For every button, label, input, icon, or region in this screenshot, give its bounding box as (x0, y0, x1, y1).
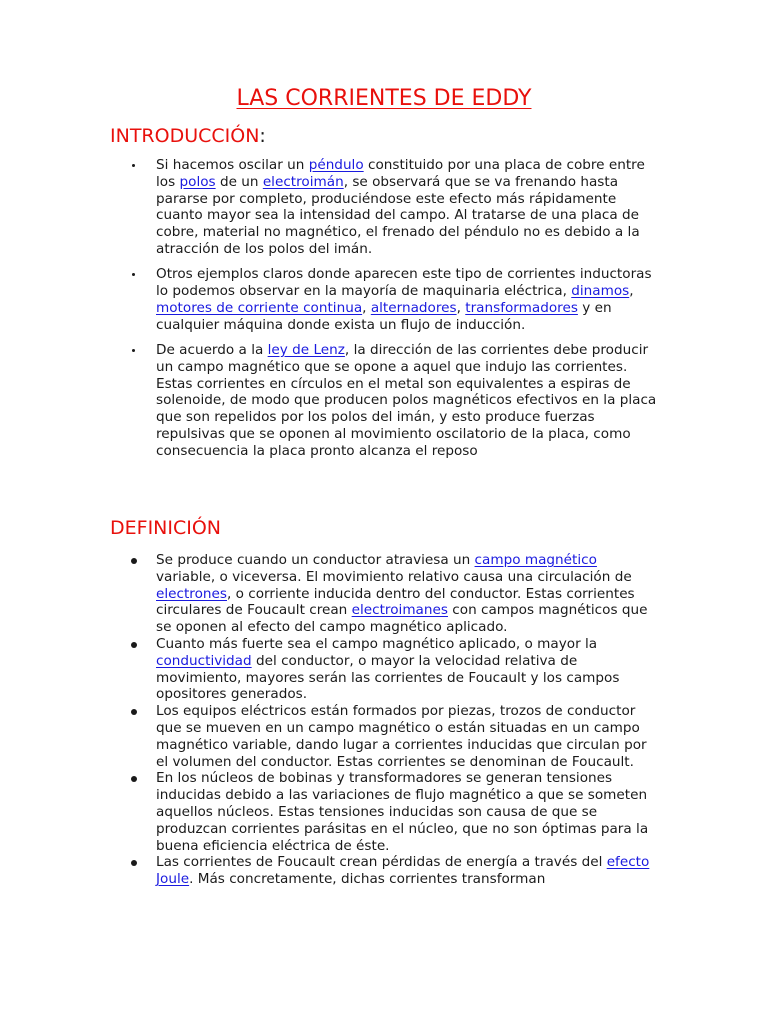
definition-list (110, 552, 660, 888)
text-segment: de un (215, 173, 263, 190)
hyperlink[interactable]: conductividad (156, 652, 252, 669)
intro-heading-text: INTRODUCCIÓN (110, 125, 260, 147)
list-item (110, 342, 660, 460)
hyperlink[interactable]: electrones (156, 585, 227, 602)
hyperlink[interactable]: péndulo (308, 157, 364, 173)
text-segment: , (456, 299, 466, 316)
text-segment: Las corrientes de Foucault crean pérdidas de energía a través del (156, 854, 607, 871)
intro-list (110, 157, 660, 468)
hyperlink[interactable]: motores de corriente continua (156, 299, 363, 316)
text-segment: . Más concretamente, dichas corrientes transforman (189, 871, 546, 888)
intro-heading (110, 125, 266, 147)
text-segment: constituido por una placa de cobre entre los (156, 157, 645, 190)
intro-heading-colon: : (259, 125, 266, 147)
list-item (110, 636, 660, 703)
text-segment: De acuerdo a la (156, 341, 268, 358)
list-item (110, 552, 660, 636)
text-segment: Los equipos eléctricos están formados por piezas, trozos de conductor que se mueven en un campo magnético o están situadas en un campo magnético variable, dando lugar a corrientes inducidas que circulan por el volumen del conductor. Estas corrientes se denominan de Foucault. (156, 703, 647, 770)
page-title: LAS CORRIENTES DE EDDY (236, 86, 532, 111)
text-segment: Se produce cuando un conductor atraviesa un (156, 552, 475, 568)
text-segment: , o corriente inducida dentro del conductor. Estas corrientes circulares de Foucault crean (156, 585, 635, 619)
hyperlink[interactable]: electroimanes (351, 602, 448, 619)
text-segment: variable, o viceversa. El movimiento relativo causa una circulación de (156, 568, 632, 585)
hyperlink[interactable]: electroimán (262, 173, 344, 190)
hyperlink[interactable]: alternadores (370, 299, 457, 316)
list-item (110, 266, 660, 333)
text-segment: , se observará que se va frenando hasta pararse por completo, produciéndose este efecto más rápidamente cuanto mayor sea la intensidad del campo. Al tratarse de una placa de cobre, material no magnético, el frenado del péndulo no es debido a la atracción de los polos del imán. (156, 173, 640, 257)
text-segment: Si hacemos oscilar un (156, 157, 309, 173)
text-segment: y en cualquier máquina donde exista un flujo de inducción. (156, 299, 612, 333)
text-segment: Cuanto más fuerte sea el campo magnético aplicado, o mayor la (156, 635, 598, 652)
list-item (110, 703, 660, 770)
hyperlink[interactable]: dinamos (571, 283, 630, 300)
text-segment: Otros ejemplos claros donde aparecen este tipo de corrientes inductoras lo podemos observar en la mayoría de maquinaria eléctrica, (156, 266, 652, 300)
text-segment: En los núcleos de bobinas y transformadores se generan tensiones inducidas debido a las variaciones de flujo magnético a que se someten aquellos núcleos. Estas tensiones inducidas son causa de que se produzcan corrientes parásitas en el núcleo, que no son óptimas para la buena eficiencia eléctrica de éste. (156, 770, 649, 854)
text-segment: con campos magnéticos que se oponen al efecto del campo magnético aplicado. (156, 602, 648, 636)
hyperlink[interactable]: campo magnético (474, 552, 597, 568)
hyperlink[interactable]: polos (179, 173, 216, 190)
text-segment: del conductor, o mayor la velocidad relativa de movimiento, mayores serán las corrientes de Foucault y los campos opositores generados. (156, 652, 620, 703)
text-segment: , (362, 299, 371, 316)
list-item (110, 770, 660, 854)
definition-heading: DEFINICIÓN (110, 517, 222, 539)
hyperlink[interactable]: transformadores (465, 299, 578, 316)
text-segment: , (629, 283, 634, 300)
list-item (110, 854, 660, 888)
hyperlink[interactable]: ley de Lenz (267, 341, 345, 358)
list-item (110, 157, 660, 258)
text-segment: , la dirección de las corrientes debe producir un campo magnético que se opone a aquel que indujo las corrientes. Estas corrientes en círculos en el metal son equivalentes a espiras de solenoide, de modo que producen polos magnéticos efectivos en la placa que son repelidos por los polos del imán, y esto produce fuerzas repulsivas que se oponen al movimiento oscilatorio de la placa, como consecuencia la placa pronto alcanza el reposo (156, 341, 657, 459)
hyperlink[interactable]: efecto Joule (156, 854, 650, 888)
